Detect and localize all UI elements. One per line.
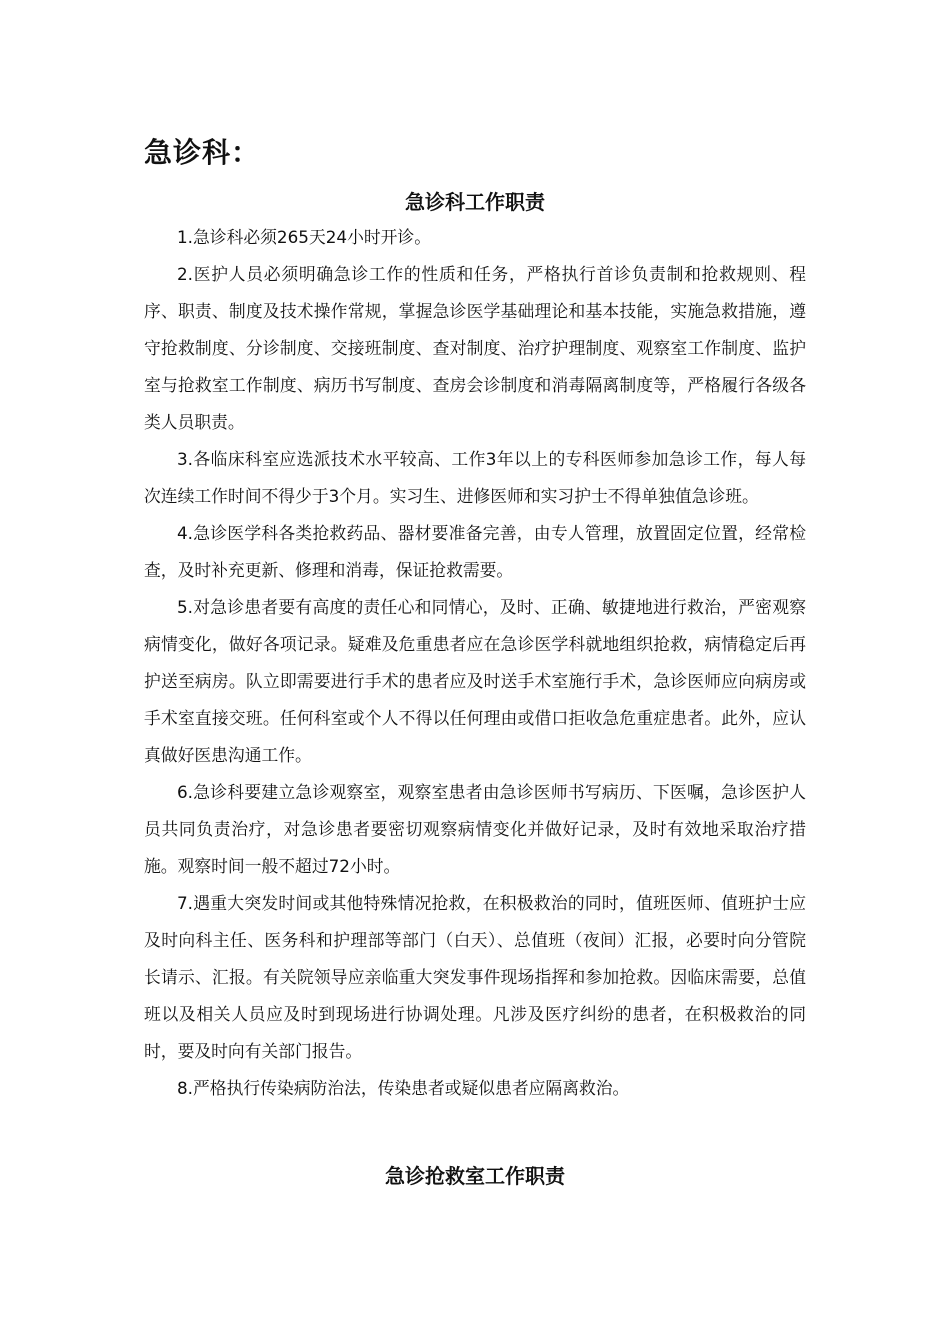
paragraph-7: 7.遇重大突发时间或其他特殊情况抢救，在积极救治的同时，值班医师、值班护士应及时向科主任、医务科和护理部等部门（白天）、总值班（夜间）汇报，必要时向分管院长请示、汇报。有关院领导应亲临重大突发事件现场指挥和参加抢救。因临床需要，总值班以及相关人员应及时到现场进行协调处理。凡涉及医疗纠纷的患者，在积极救治的同时，要及时向有关部门报告。 bbox=[144, 893, 806, 1061]
paragraph-2: 2.医护人员必须明确急诊工作的性质和任务，严格执行首诊负责制和抢救规则、程序、职责、制度及技术操作常规，掌握急诊医学基础理论和基本技能，实施急救措施，遵守抢救制度、分诊制度、交接班制度、查对制度、治疗护理制度、观察室工作制度、监护室与抢救室工作制度、病历书写制度、查房会诊制度和消毒隔离制度等，严格履行各级各类人员职责。 bbox=[144, 264, 806, 432]
duties-content bbox=[144, 219, 806, 1107]
paragraph-5: 5.对急诊患者要有高度的责任心和同情心，及时、正确、敏捷地进行救治，严密观察病情变化，做好各项记录。疑难及危重患者应在急诊医学科就地组织抢救，病情稳定后再护送至病房。队立即需要进行手术的患者应及时送手术室施行手术，急诊医师应向病房或手术室直接交班。任何科室或个人不得以任何理由或借口拒收急危重症患者。此外，应认真做好医患沟通工作。 bbox=[144, 597, 806, 765]
paragraph-6: 6.急诊科要建立急诊观察室，观察室患者由急诊医师书写病历、下医嘱，急诊医护人员共同负责治疗，对急诊患者要密切观察病情变化并做好记录，及时有效地采取治疗措施。观察时间一般不超过72小时。 bbox=[144, 782, 806, 876]
section-title-duties: 急诊科工作职责 bbox=[405, 190, 545, 214]
paragraph-1: 1.急诊科必须265天24小时开诊。 bbox=[177, 227, 431, 247]
paragraph-3: 3.各临床科室应选派技术水平较高、工作3年以上的专科医师参加急诊工作，每人每次连续工作时间不得少于3个月。实习生、进修医师和实习护士不得单独值急诊班。 bbox=[144, 449, 806, 506]
paragraph-8: 8.严格执行传染病防治法，传染患者或疑似患者应隔离救治。 bbox=[177, 1078, 630, 1098]
section-title-resuscitation-room: 急诊抢救室工作职责 bbox=[385, 1164, 565, 1188]
paragraph-4: 4.急诊医学科各类抢救药品、器材要准备完善，由专人管理，放置固定位置，经常检查，及时补充更新、修理和消毒，保证抢救需要。 bbox=[144, 523, 806, 580]
department-heading: 急诊科： bbox=[144, 136, 261, 169]
